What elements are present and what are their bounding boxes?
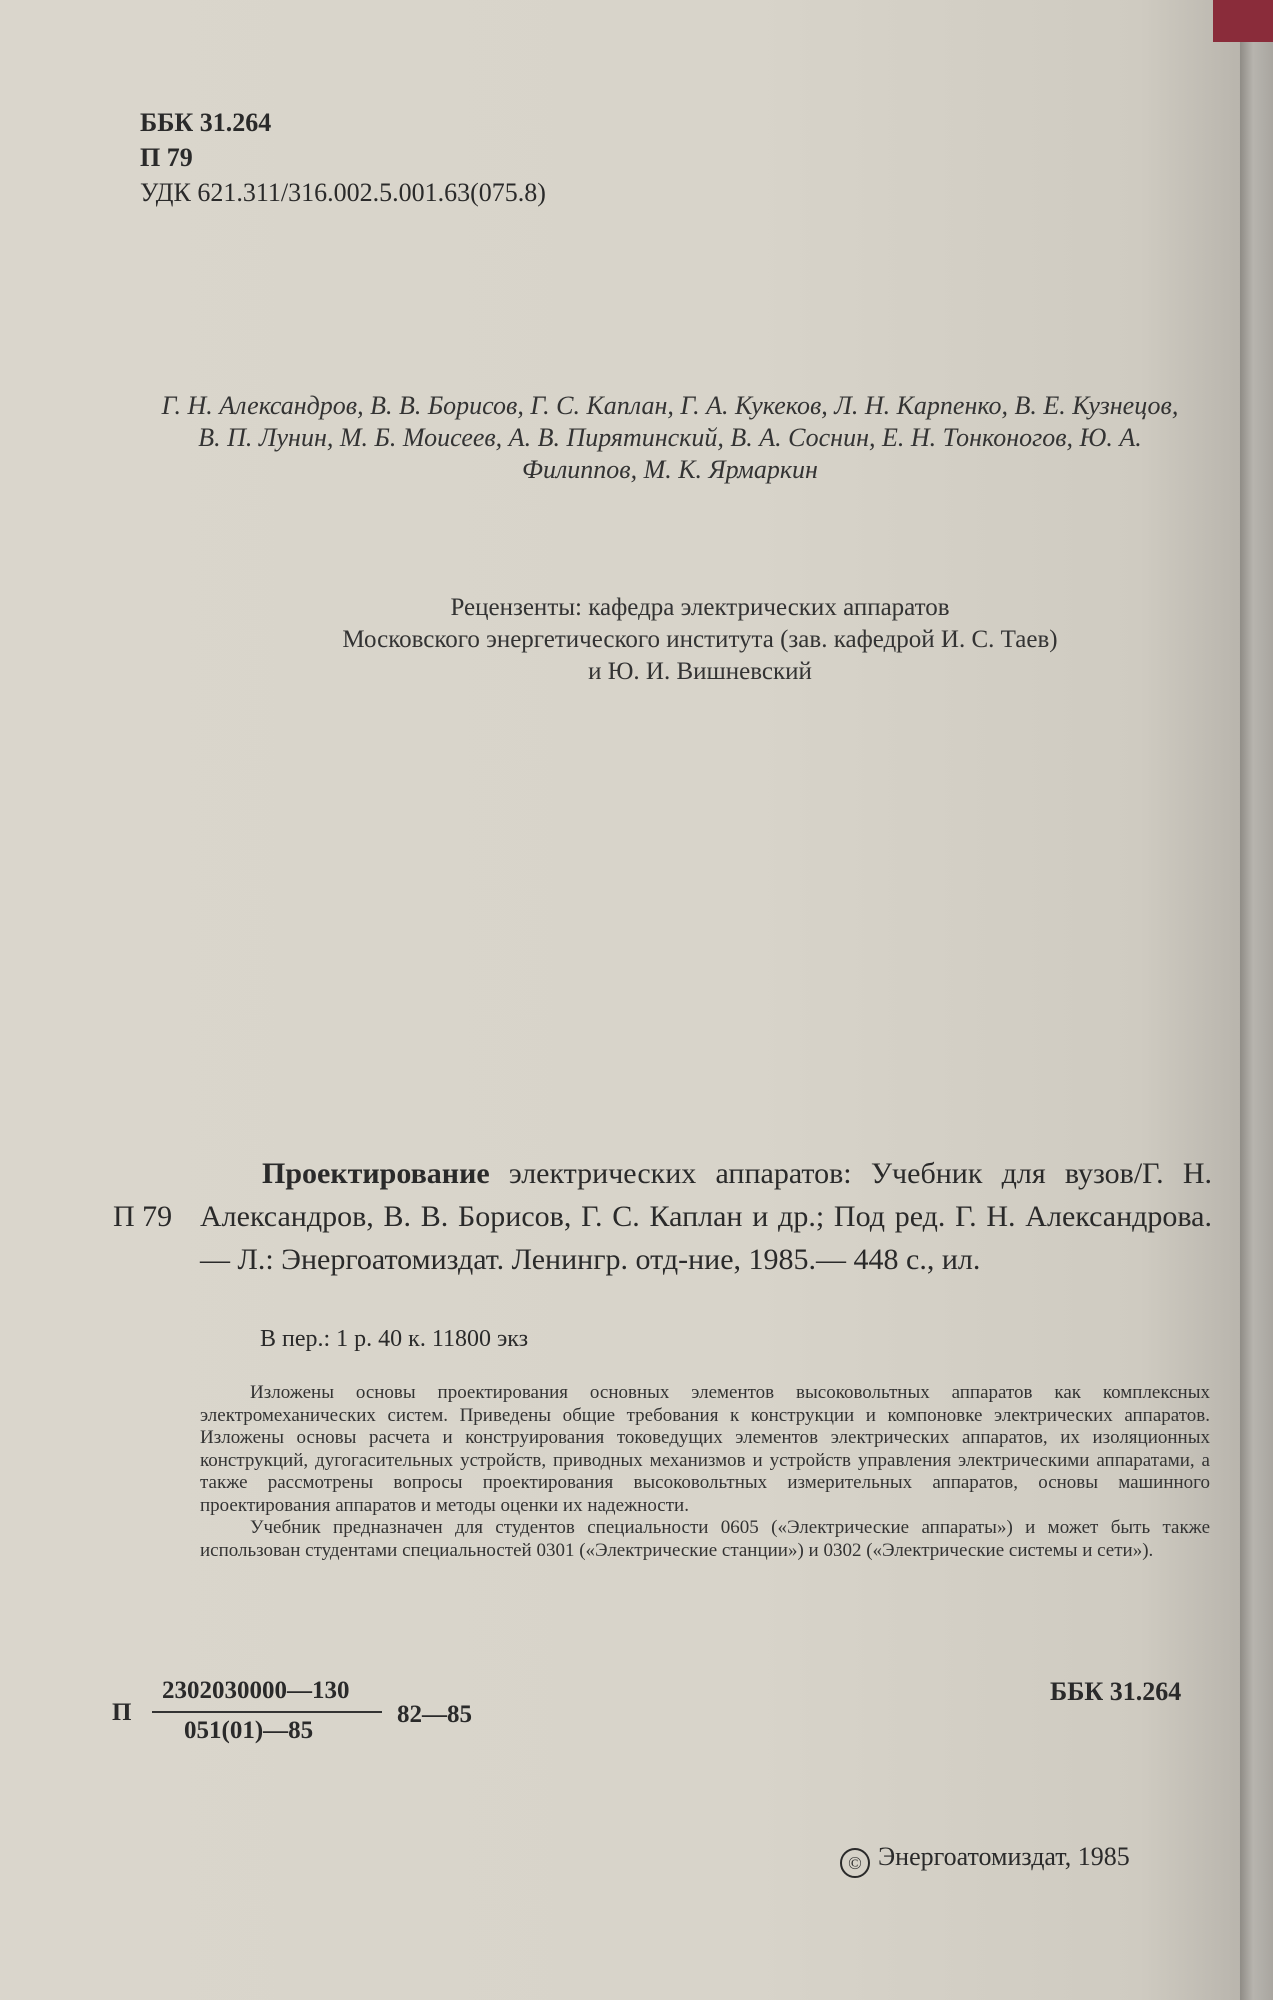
- copyright-icon: ©: [840, 1848, 870, 1878]
- udk-code: УДК 621.311/316.002.5.001.63(075.8): [140, 178, 546, 207]
- copyright-text: Энергоатомиздат, 1985: [878, 1842, 1130, 1871]
- reviewers-line-3: и Ю. И. Вишневский: [588, 658, 812, 685]
- bbk-bottom: ББК 31.264: [1050, 1677, 1182, 1706]
- code-letter: П: [112, 1699, 132, 1726]
- catalog-header: [140, 105, 546, 210]
- code-denominator: 051(01)—85: [152, 1711, 382, 1745]
- reviewers-block: [220, 592, 1180, 688]
- book-cover-edge: [1213, 0, 1273, 42]
- reviewers-line-2: Московского энергетического института (зав. кафедрой И. С. Таев): [342, 626, 1058, 653]
- abstract-paragraph-2: Учебник предназначен для студентов специальности 0605 («Электрические аппараты») и может быть также использован студентами специальностей 0301 («Электрические станции») и 0302 («Электрические системы и сети»).: [200, 1517, 1210, 1561]
- code-series: 82—85: [397, 1701, 472, 1728]
- page-edge: [1240, 0, 1273, 2000]
- authors-list: Г. Н. Александров, В. В. Борисов, Г. С. Каплан, Г. А. Кукеков, Л. Н. Карпенко, В. Е. Кузнецов, В. П. Лунин, М. Б. Моисеев, А. В. Пирятинский, В. А. Соснин, Е. Н. Тонконогов, Ю. А. Филиппов, М. К. Ярмаркин: [161, 391, 1179, 484]
- abstract-paragraph-1: Изложены основы проектирования основных элементов высоковольтных аппаратов как комплексных электромеханических систем. Приведены общие требования к конструкции и компоновке электрических аппаратов. Изложены основы расчета и конструирования токоведущих элементов электрических аппаратов, их изоляционных конструкций, дугогасительных устройств, приводных механизмов и устройств управления электрическими аппаратами, а также рассмотрены вопросы проектирования высоковольтных измерительных аппаратов, основы машинного проектирования аппаратов и методы оценки их надежности.: [200, 1382, 1210, 1516]
- code-fraction: [152, 1677, 382, 1745]
- price-line: В пер.: 1 р. 40 к. 11800 экз: [260, 1326, 529, 1352]
- code-numerator: 2302030000—130: [162, 1677, 350, 1704]
- entry-mark: П 79: [113, 1200, 173, 1233]
- author-index: П 79: [140, 143, 193, 172]
- bbk-code: ББК 31.264: [140, 108, 272, 137]
- copyright-line: [840, 1842, 1130, 1878]
- entry-description: электрических аппаратов: Учебник для вузов/Г. Н. Александров, В. В. Борисов, Г. С. Каплан и др.; Под ред. Г. Н. Александрова.— Л.: Энергоатомиздат. Ленингр. отд-ние, 1985.— 448 с., ил.: [200, 1157, 1212, 1276]
- reviewers-line-1: Рецензенты: кафедра электрических аппаратов: [450, 594, 950, 621]
- bibliographic-entry: [100, 1152, 1212, 1281]
- abstract: [200, 1382, 1210, 1562]
- book-title: Проектирование: [262, 1157, 490, 1190]
- entry-text: [200, 1152, 1212, 1281]
